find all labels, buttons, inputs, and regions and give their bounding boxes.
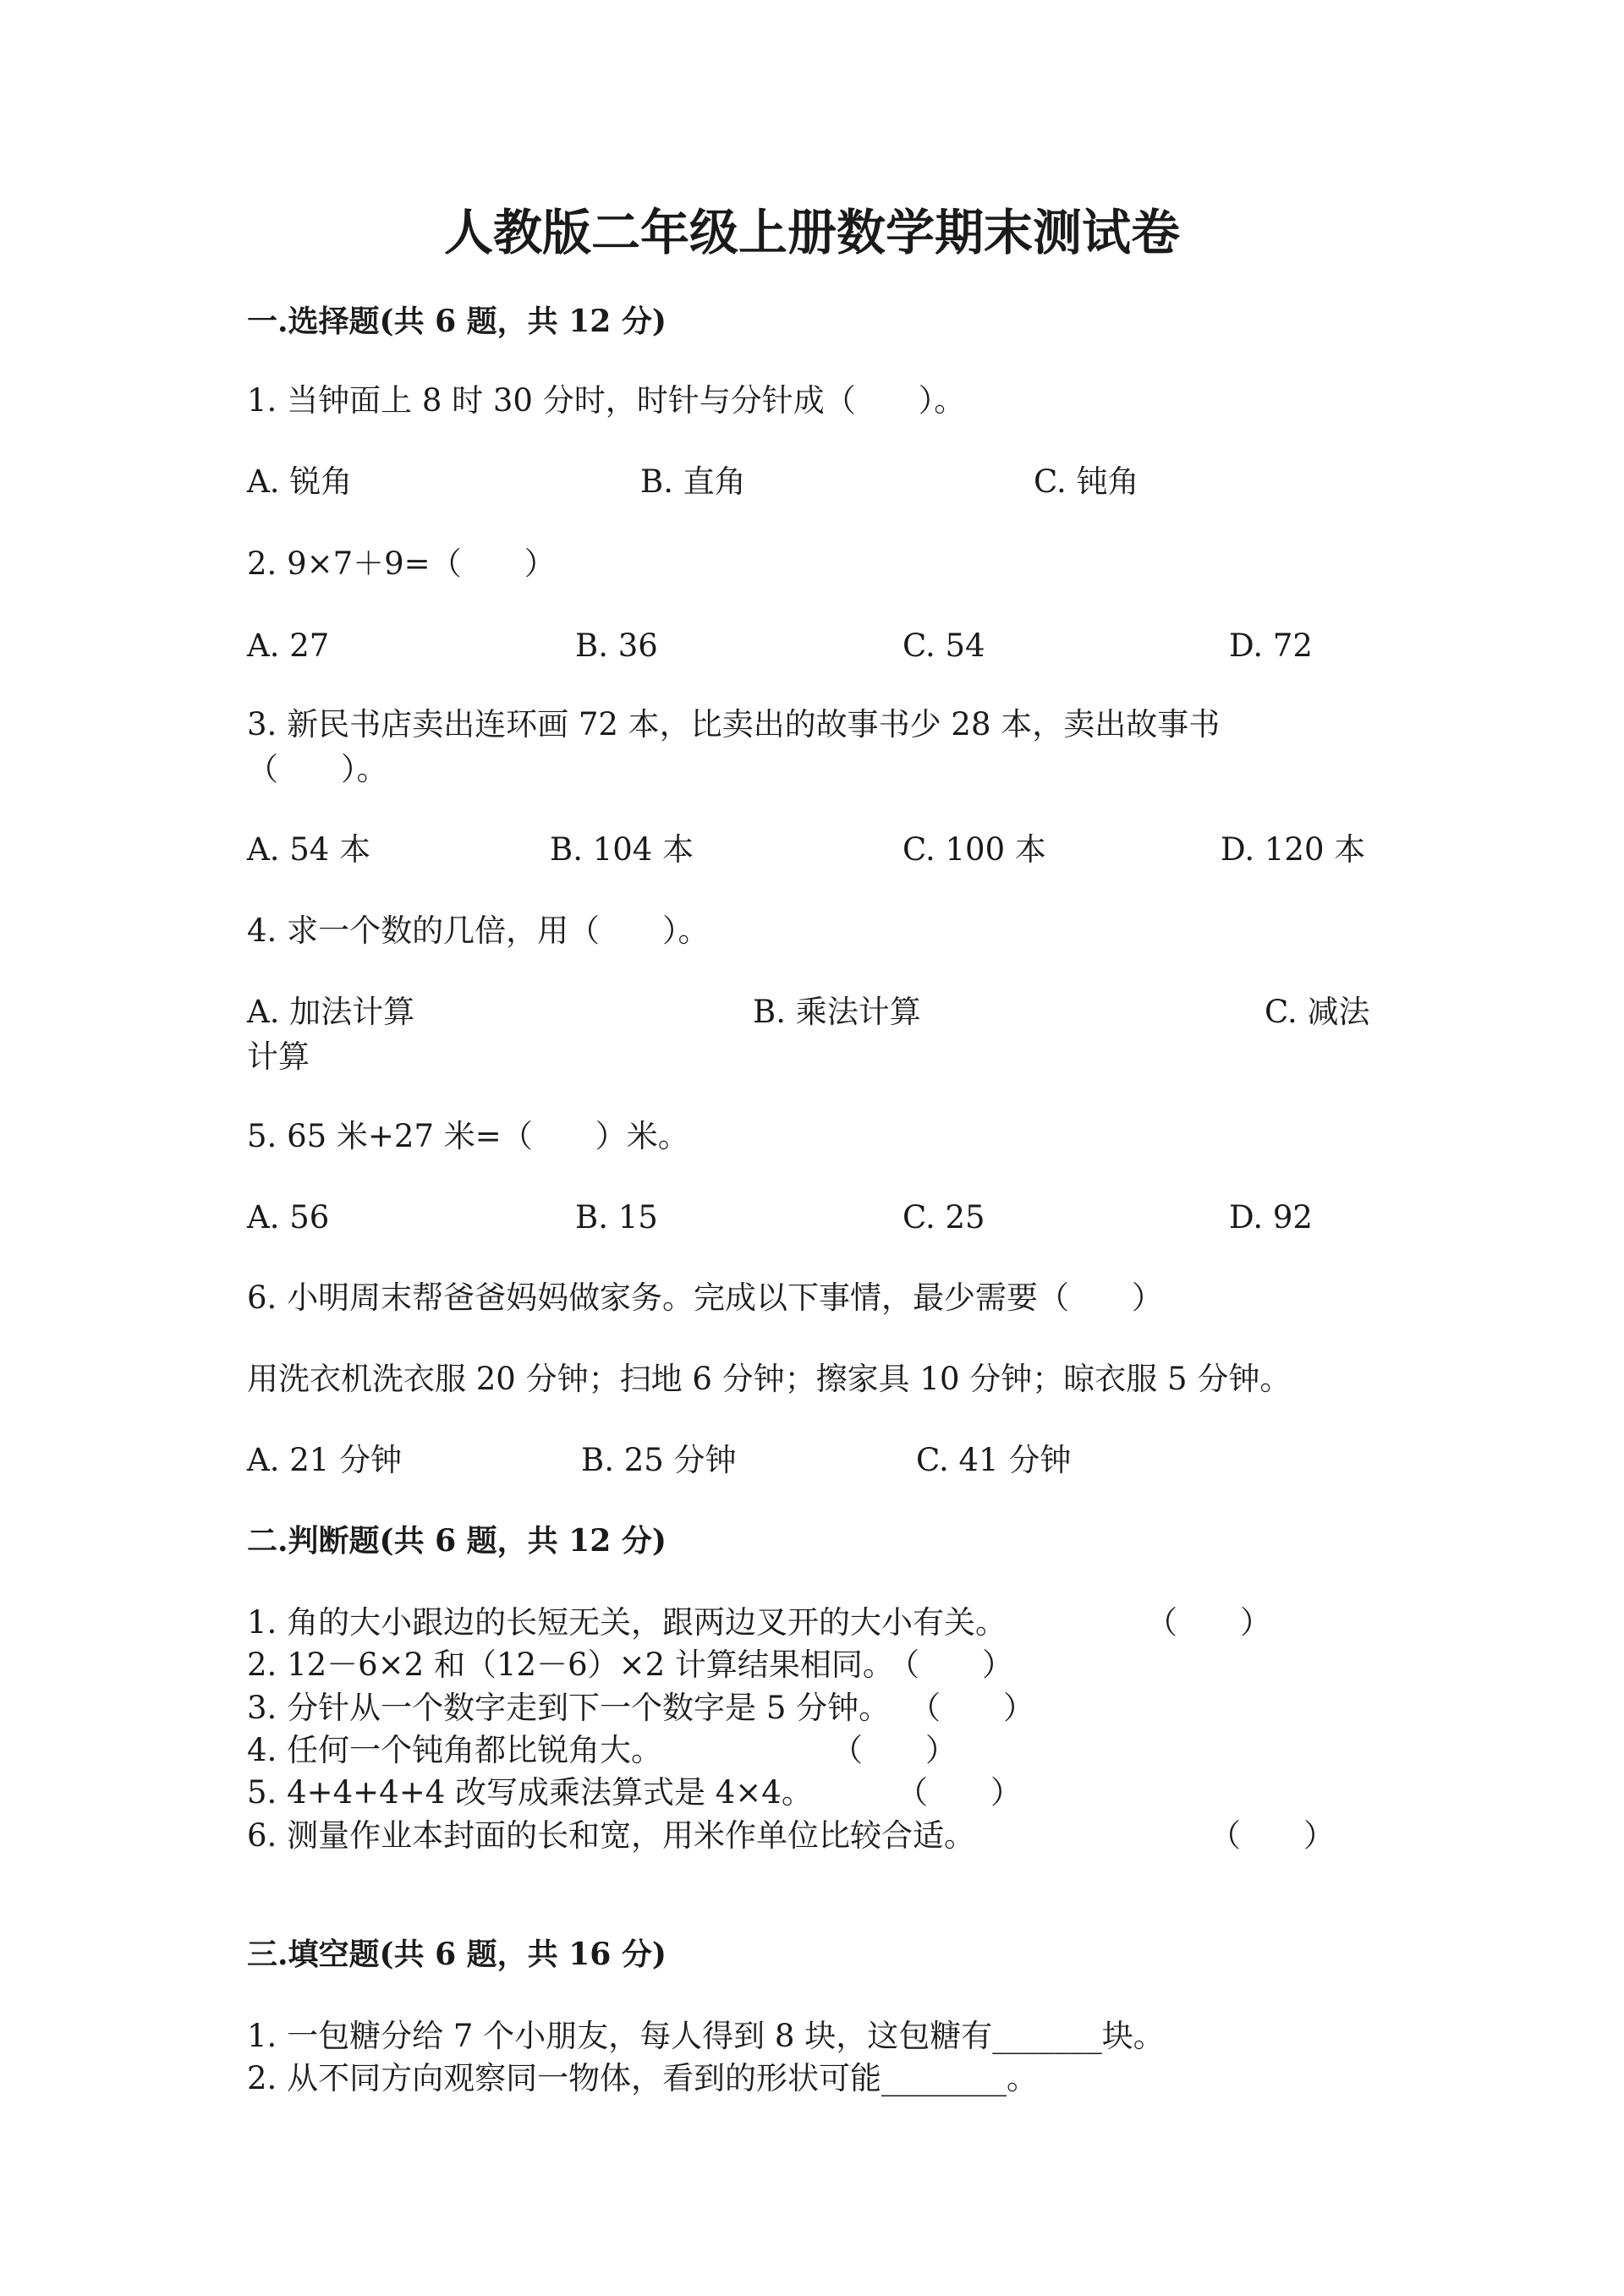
judge-item-3-answer: （ ） — [909, 1690, 1034, 1726]
section-heading-judge: 二.判断题(共 6 题，共 12 分) — [247, 1523, 667, 1559]
question-5-option-d: D. 92 — [1229, 1199, 1313, 1236]
question-4-option-wrap: 计算 — [247, 1038, 310, 1075]
question-6-option-c: C. 41 分钟 — [916, 1442, 1072, 1478]
judge-item-4-answer: （ ） — [831, 1732, 957, 1768]
section-heading-fill: 三.填空题(共 6 题，共 16 分) — [247, 1937, 667, 1972]
question-6-option-a: A. 21 分钟 — [247, 1442, 403, 1478]
question-3-option-b: B. 104 本 — [550, 831, 694, 868]
judge-item-1-answer: （ ） — [1146, 1604, 1271, 1641]
question-4-option-c: C. 减法 — [1265, 994, 1370, 1030]
question-2-option-c: C. 54 — [903, 627, 985, 664]
question-5-option-a: A. 56 — [247, 1199, 330, 1236]
section-heading-choice: 一.选择题(共 6 题，共 12 分) — [247, 304, 667, 339]
fill-item-2: 2. 从不同方向观察同一物体，看到的形状可能________。 — [247, 2060, 1039, 2096]
judge-item-2-answer: （ ） — [888, 1647, 1013, 1683]
question-5-option-b: B. 15 — [575, 1199, 658, 1236]
question-4-stem: 4. 求一个数的几倍，用（ ）。 — [247, 912, 710, 949]
judge-item-5-answer: （ ） — [897, 1774, 1022, 1811]
question-3-stem-line2: （ ）。 — [247, 751, 388, 787]
judge-item-5: 5. 4+4+4+4 改写成乘法算式是 4×4。 — [247, 1774, 813, 1811]
question-1-option-a: A. 锐角 — [247, 463, 353, 500]
question-6-detail: 用洗衣机洗衣服 20 分钟；扫地 6 分钟；擦家具 10 分钟；晾衣服 5 分钟。 — [247, 1361, 1292, 1397]
judge-item-6: 6. 测量作业本封面的长和宽，用米作单位比较合适。 — [247, 1817, 976, 1854]
question-3-stem-line1: 3. 新民书店卖出连环画 72 本，比卖出的故事书少 28 本，卖出故事书 — [247, 706, 1221, 743]
question-5-stem: 5. 65 米+27 米=（ ）米。 — [247, 1118, 689, 1154]
judge-item-4: 4. 任何一个钝角都比锐角大。 — [247, 1732, 663, 1768]
judge-item-6-answer: （ ） — [1210, 1817, 1335, 1854]
question-5-option-c: C. 25 — [903, 1199, 985, 1236]
question-2-stem: 2. 9×7＋9=（ ） — [247, 545, 556, 582]
question-3-option-a: A. 54 本 — [247, 831, 371, 868]
question-1-option-b: B. 直角 — [640, 463, 746, 500]
judge-item-3: 3. 分针从一个数字走到下一个数字是 5 分钟。 — [247, 1690, 891, 1726]
question-2-option-d: D. 72 — [1229, 627, 1313, 664]
question-2-option-a: A. 27 — [247, 627, 330, 664]
question-1-stem: 1. 当钟面上 8 时 30 分时，时针与分针成（ ）。 — [247, 382, 966, 419]
question-3-option-d: D. 120 本 — [1221, 831, 1366, 868]
question-3-option-c: C. 100 本 — [903, 831, 1046, 868]
page-title: 人教版二年级上册数学期末测试卷 — [443, 204, 1180, 261]
question-6-option-b: B. 25 分钟 — [581, 1442, 737, 1478]
judge-item-1: 1. 角的大小跟边的长短无关，跟两边叉开的大小有关。 — [247, 1604, 1007, 1641]
question-6-stem: 6. 小明周末帮爸爸妈妈做家务。完成以下事情，最少需要（ ） — [247, 1280, 1164, 1316]
question-2-option-b: B. 36 — [575, 627, 658, 664]
question-1-option-c: C. 钝角 — [1034, 463, 1139, 500]
judge-item-2: 2. 12－6×2 和（12－6）×2 计算结果相同。 — [247, 1647, 894, 1683]
question-4-option-a: A. 加法计算 — [247, 994, 415, 1030]
fill-item-1: 1. 一包糖分给 7 个小朋友，每人得到 8 块，这包糖有_______块。 — [247, 2018, 1165, 2054]
question-4-option-b: B. 乘法计算 — [753, 994, 921, 1030]
